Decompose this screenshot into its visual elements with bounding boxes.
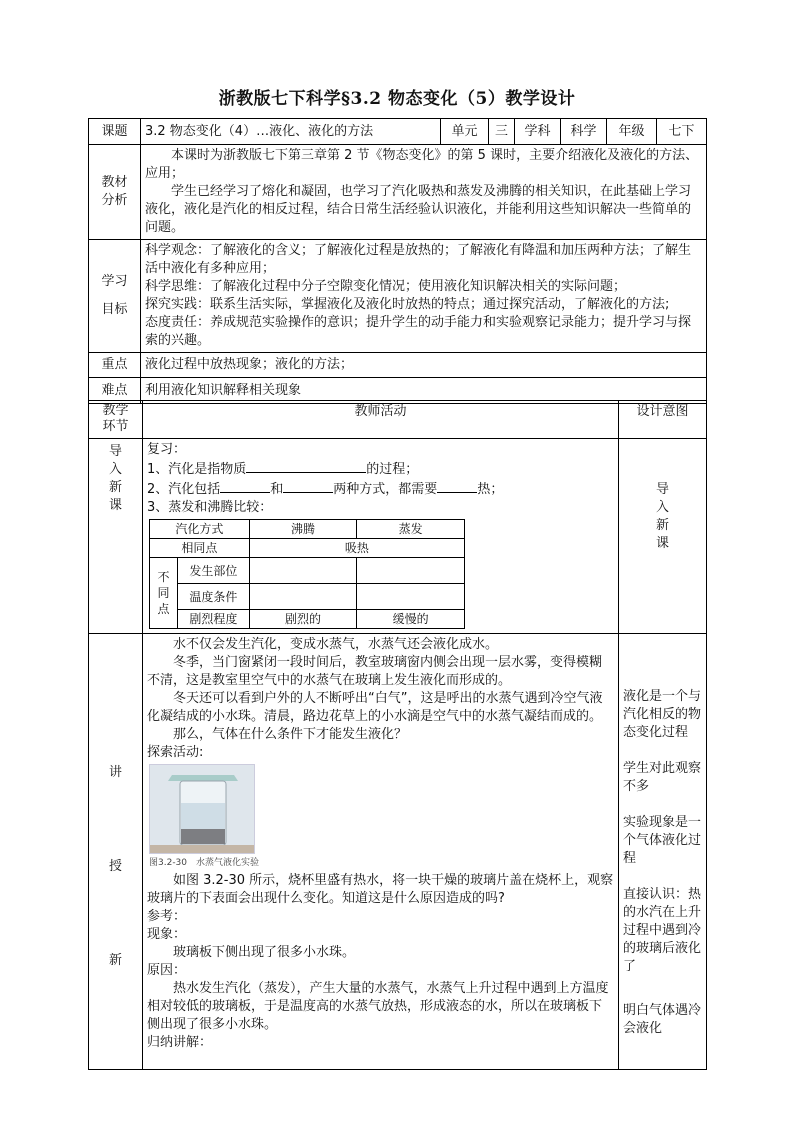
lecture-p2: 冬季，当门窗紧闭一段时间后，教室玻璃窗内侧会出现一层水雾，变得模糊不清，这是教室里空气中的水蒸气在玻璃上发生液化而形成的。 bbox=[147, 655, 603, 688]
compare-r-intensity: 剧烈程度 bbox=[177, 610, 249, 629]
key-point-label: 重点 bbox=[89, 353, 141, 378]
q2-blank-3 bbox=[437, 479, 477, 493]
compare-same: 相同点 bbox=[150, 539, 250, 558]
reason-label: 原因： bbox=[147, 963, 187, 978]
intent-note-3: 实验现象是一个气体液化过程 bbox=[623, 815, 702, 866]
compare-cell-empty bbox=[249, 558, 357, 584]
intro-stage-char: 新 bbox=[108, 480, 122, 495]
stage-header-1: 教学 bbox=[102, 403, 129, 418]
q1-text: 1、汽化是指物质 bbox=[147, 462, 247, 477]
analysis-content bbox=[141, 145, 707, 240]
review-q2 bbox=[147, 479, 614, 499]
explore-label: 探索活动: bbox=[147, 745, 204, 760]
info-table bbox=[88, 118, 707, 404]
compare-h-boil: 沸腾 bbox=[249, 520, 357, 539]
goals-label-1: 学习 bbox=[101, 274, 128, 289]
goals-label-2: 目标 bbox=[101, 302, 128, 317]
intent-note-4: 直接认识：热的水汽在上升过程中遇到冷的玻璃后液化了 bbox=[623, 887, 702, 974]
lecture-content bbox=[143, 634, 619, 1070]
intro-stage-char: 课 bbox=[108, 498, 122, 513]
intro-intent-char: 入 bbox=[655, 500, 669, 515]
intro-content bbox=[143, 439, 619, 634]
teacher-header: 教师活动 bbox=[143, 401, 619, 439]
unit-value: 三 bbox=[489, 119, 515, 145]
intent-header: 设计意图 bbox=[619, 401, 707, 439]
analysis-p1: 本课时为浙教版七下第三章第 2 节《物态变化》的第 5 课时，主要介绍液化及液化的方法、应用； bbox=[145, 148, 699, 181]
lecture-stage-char: 讲 bbox=[108, 765, 122, 780]
compare-table bbox=[149, 519, 465, 629]
q2-blank-2 bbox=[283, 479, 333, 493]
compare-diff-label bbox=[150, 558, 178, 629]
summary-label: 归纳讲解： bbox=[147, 1035, 213, 1050]
difficulty-value: 利用液化知识解释相关现象 bbox=[141, 378, 707, 404]
analysis-label bbox=[89, 145, 141, 240]
intro-intent bbox=[619, 439, 707, 634]
lecture-p5: 如图 3.2-30 所示，烧杯里盛有热水，将一块干燥的玻璃片盖在烧杯上，观察玻璃片的下表面会出现什么变化。知道这是什么原因造成的吗? bbox=[147, 873, 614, 906]
subject-label: 学科 bbox=[515, 119, 561, 145]
compare-h-evap: 蒸发 bbox=[357, 520, 465, 539]
analysis-label-1: 教材 bbox=[101, 175, 128, 190]
goal-line-1: 科学观念：了解液化的含义；了解液化过程是放热的；了解液化有降温和加压两种方法；了解生活中液化有多种应用； bbox=[145, 243, 692, 276]
review-q1 bbox=[147, 459, 614, 479]
q1-text-end: 的过程； bbox=[366, 462, 419, 477]
goals-label bbox=[89, 240, 141, 353]
goal-line-2: 科学思维：了解液化过程中分子空隙变化情况；使用液化知识解决相关的实际问题； bbox=[145, 279, 627, 294]
review-label: 复习： bbox=[147, 442, 187, 457]
intent-note-1: 液化是一个与汽化相反的物态变化过程 bbox=[623, 689, 702, 740]
lecture-stage bbox=[89, 634, 143, 1070]
stage-header-2: 环节 bbox=[102, 419, 129, 434]
compare-h-method: 汽化方式 bbox=[150, 520, 250, 539]
lecture-stage-char: 授 bbox=[108, 859, 122, 874]
q2-text: 2、汽化包括 bbox=[147, 482, 221, 497]
stage-header bbox=[89, 401, 143, 439]
analysis-p2: 学生已经学习了熔化和凝固，也学习了汽化吸热和蒸发及沸腾的相关知识，在此基础上学习液化，液化是汽化的相反过程，结合日常生活经验认识液化，并能利用这些知识解决一些简单的问题。 bbox=[145, 184, 692, 235]
lecture-p1: 水不仅会发生汽化，变成水蒸气，水蒸气还会液化成水。 bbox=[173, 637, 499, 652]
intro-intent-char: 导 bbox=[655, 482, 669, 497]
diff-char: 同 bbox=[157, 586, 170, 600]
analysis-label-2: 分析 bbox=[101, 193, 128, 208]
compare-cell-empty bbox=[357, 584, 465, 610]
intent-note-2: 学生对此观察不多 bbox=[623, 761, 702, 794]
q2-text-mid: 两种方式，都需要 bbox=[333, 482, 438, 497]
grade-value: 七下 bbox=[657, 119, 707, 145]
compare-same-value: 吸热 bbox=[249, 539, 464, 558]
key-point-value: 液化过程中放热现象；液化的方法； bbox=[141, 353, 707, 378]
review-q3: 3、蒸发和沸腾比较： bbox=[147, 500, 273, 515]
goal-line-4: 态度责任：养成规范实验操作的意识；提升学生的动手能力和实验观察记录能力；提升学习与探索的兴趣。 bbox=[145, 315, 692, 348]
diff-char: 点 bbox=[157, 602, 170, 616]
intro-intent-char: 课 bbox=[655, 536, 669, 551]
compare-boil-intensity: 剧烈的 bbox=[249, 610, 357, 629]
compare-evap-intensity: 缓慢的 bbox=[357, 610, 465, 629]
ref-label: 参考： bbox=[147, 909, 187, 924]
intro-stage-char: 导 bbox=[108, 444, 122, 459]
lesson-value: 3.2 物态变化（4）…液化、液化的方法 bbox=[141, 119, 441, 145]
lecture-stage-char: 新 bbox=[108, 953, 122, 968]
beaker-image bbox=[150, 765, 254, 853]
q2-text-end: 热； bbox=[477, 482, 504, 497]
lecture-p3: 冬天还可以看到户外的人不断呼出“白气”，这是呼出的水蒸气遇到冷空气液化凝结成的小水珠。清晨，路边花草上的小水滴是空气中的水蒸气凝结而成的。 bbox=[147, 691, 603, 724]
intent-note-5: 明白气体遇冷会液化 bbox=[623, 1003, 702, 1036]
subject-value: 科学 bbox=[561, 119, 607, 145]
q2-text-and: 和 bbox=[270, 482, 284, 497]
phen-text: 玻璃板下侧出现了很多小水珠。 bbox=[173, 945, 356, 960]
goals-content bbox=[141, 240, 707, 353]
lesson-table bbox=[88, 400, 707, 1070]
photo-caption: 图3.2-30 水蒸气液化实验 bbox=[149, 858, 260, 868]
lesson-label: 课题 bbox=[89, 119, 141, 145]
beaker-photo bbox=[149, 764, 255, 854]
goal-line-3: 探究实践：联系生活实际，掌握液化及液化时放热的特点；通过探究活动，了解液化的方法; bbox=[145, 297, 670, 312]
unit-label: 单元 bbox=[441, 119, 489, 145]
compare-r-temp: 温度条件 bbox=[177, 584, 249, 610]
compare-cell-empty bbox=[357, 558, 465, 584]
intro-intent-char: 新 bbox=[655, 518, 669, 533]
q1-blank bbox=[246, 459, 366, 473]
page-title: 浙教版七下科学§3.2 物态变化（5）教学设计 bbox=[218, 89, 576, 109]
lecture-p4: 那么，气体在什么条件下才能发生液化？ bbox=[173, 727, 408, 742]
reason-text: 热水发生汽化（蒸发），产生大量的水蒸气，水蒸气上升过程中遇到上方温度相对较低的玻璃板，于是温度高的水蒸气放热，形成液态的水，所以在玻璃板下侧出现了很多小水珠。 bbox=[147, 981, 609, 1032]
q2-blank-1 bbox=[220, 479, 270, 493]
phen-label: 现象： bbox=[147, 927, 187, 942]
intro-stage bbox=[89, 439, 143, 634]
compare-cell-empty bbox=[249, 584, 357, 610]
lecture-intent bbox=[619, 634, 707, 1070]
difficulty-label: 难点 bbox=[89, 378, 141, 404]
intro-stage-char: 入 bbox=[108, 462, 122, 477]
compare-r-location: 发生部位 bbox=[177, 558, 249, 584]
grade-label: 年级 bbox=[607, 119, 657, 145]
diff-char: 不 bbox=[157, 570, 170, 584]
